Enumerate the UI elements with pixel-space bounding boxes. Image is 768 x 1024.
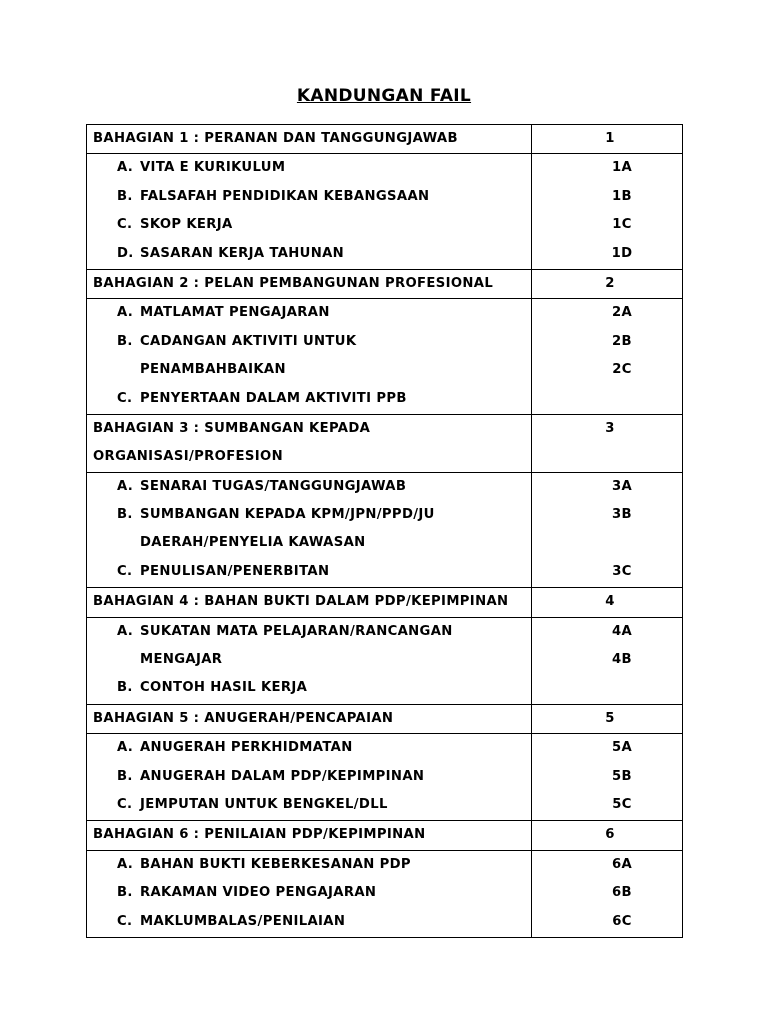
item-codes-cell [532,850,683,937]
item-letter: C. [117,563,133,579]
item-codes-cell [532,617,683,704]
item-code: 5A [611,740,633,756]
item-text: PENYERTAAN DALAM AKTIVITI PPB [140,390,407,406]
cell-padding [87,936,531,937]
section-code-cell [532,704,683,733]
list-item [87,791,531,819]
section-code: 1 [605,131,615,146]
item-code: 1D [611,245,633,261]
item-code: 5B [612,768,632,784]
list-item [87,299,531,327]
item-code [532,674,682,702]
section-code-cell [532,414,683,472]
item-letter: B. [117,768,133,784]
list-item [87,183,531,211]
item-letter: A. [117,478,134,494]
item-letter: A. [117,305,134,321]
section-code: 3 [605,420,615,436]
item-code: 4B [612,652,632,668]
section-items-cell [87,472,532,588]
item-text: SUMBANGAN KEPADA KPM/JPN/PPD/JU [140,507,435,523]
section-heading-cell [87,125,532,154]
item-letter: A. [117,623,134,639]
section-heading-row [87,704,683,733]
section-code-cell [532,269,683,298]
item-letter: A. [117,856,134,872]
item-letter: C. [117,913,133,929]
section-heading-text: BAHAGIAN 6 : PENILAIAN PDP/KEPIMPINAN [93,827,426,843]
list-item [87,879,531,907]
section-heading-row [87,588,683,617]
item-text: PENULISAN/PENERBITAN [140,563,330,579]
section-heading-row [87,269,683,298]
item-codes-cell [532,154,683,270]
item-letter: C. [117,390,133,406]
item-code: 3B [612,507,632,523]
item-letter: B. [117,507,133,523]
section-heading-text: BAHAGIAN 5 : ANUGERAH/PENCAPAIAN [93,710,394,726]
item-letter: B. [117,333,133,349]
list-item [87,154,531,182]
item-code: 3C [612,563,632,579]
list-item [87,674,531,702]
list-item [87,734,531,762]
section-items-cell [87,734,532,821]
item-letter: A. [117,160,134,176]
list-item [87,501,531,529]
section-code: 6 [605,827,615,843]
section-items-cell [87,154,532,270]
item-text: MATLAMAT PENGAJARAN [140,305,330,321]
section-items-row [87,472,683,588]
section-heading-text: BAHAGIAN 4 : BAHAN BUKTI DALAM PDP/KEPIMPINAN [93,594,509,610]
item-text: SENARAI TUGAS/TANGGUNGJAWAB [140,478,407,494]
section-code-cell [532,588,683,617]
section-heading-text: ORGANISASI/PROFESION [93,449,283,465]
section-heading-row [87,414,683,472]
item-code [532,385,682,413]
list-item [87,618,531,646]
item-text: CADANGAN AKTIVITI UNTUK [140,333,357,349]
section-items-row [87,734,683,821]
section-code: 2 [605,275,615,291]
section-items-row [87,617,683,704]
section-items-row [87,850,683,937]
section-code-cell [532,821,683,850]
contents-table [86,124,683,938]
list-item [87,473,531,501]
section-heading-cell [87,588,532,617]
item-code: 4A [611,623,633,639]
item-text: PENAMBAHBAIKAN [140,362,286,378]
item-code: 1A [611,160,633,176]
item-code: 5C [612,796,632,812]
item-text: SKOP KERJA [140,217,233,233]
section-items-cell [87,299,532,415]
item-text: FALSAFAH PENDIDIKAN KEBANGSAAN [140,188,430,204]
list-item [87,328,531,356]
section-heading-text: BAHAGIAN 2 : PELAN PEMBANGUNAN PROFESIONAL [93,275,494,291]
list-item [87,646,531,674]
section-heading-row [87,821,683,850]
item-letter: C. [117,217,133,233]
section-items-row [87,154,683,270]
item-text: MAKLUMBALAS/PENILAIAN [140,913,346,929]
item-text: CONTOH HASIL KERJA [140,680,308,696]
item-code: 6A [611,856,633,872]
list-item [87,763,531,791]
item-text: SASARAN KERJA TAHUNAN [140,245,345,261]
item-text: MENGAJAR [140,652,223,668]
contents-table-body [87,125,683,938]
item-codes-cell [532,472,683,588]
blank-code-line [532,443,682,471]
item-code: 6B [612,885,632,901]
item-text: SUKATAN MATA PELAJARAN/RANCANGAN [140,623,453,639]
item-letter: C. [117,796,133,812]
item-text: JEMPUTAN UNTUK BENGKEL/DLL [140,796,388,812]
section-heading-text: BAHAGIAN 3 : SUMBANGAN KEPADA [93,420,371,436]
item-text: DAERAH/PENYELIA KAWASAN [140,535,366,551]
section-heading-text: BAHAGIAN 1 : PERANAN DAN TANGGUNGJAWAB [93,131,458,146]
section-heading-cell [87,269,532,298]
item-letter: B. [117,188,133,204]
item-code: 3A [611,478,633,494]
item-text: RAKAMAN VIDEO PENGAJARAN [140,885,377,901]
item-letter: D. [117,245,134,261]
section-heading-cell [87,821,532,850]
list-item [87,529,531,557]
section-items-cell [87,617,532,704]
item-letter: B. [117,680,133,696]
item-letter: A. [117,740,134,756]
item-text: ANUGERAH PERKHIDMATAN [140,740,353,756]
item-code: 1B [612,188,632,204]
item-code: 2A [611,305,633,321]
list-item [87,908,531,936]
document-title: KANDUNGAN FAIL [296,86,472,106]
item-code: 6C [612,913,632,929]
item-codes-cell [532,299,683,415]
section-code: 5 [605,710,615,726]
item-code: 2C [612,362,632,378]
item-code: 1C [612,217,632,233]
item-code: 2B [612,333,632,349]
list-item [87,240,531,268]
section-items-cell [87,850,532,937]
list-item [87,851,531,879]
item-text: BAHAN BUKTI KEBERKESANAN PDP [140,856,411,872]
list-item [87,211,531,239]
item-text: ANUGERAH DALAM PDP/KEPIMPINAN [140,768,425,784]
item-codes-cell [532,734,683,821]
list-item [87,356,531,384]
section-items-row [87,299,683,415]
item-text: VITA E KURIKULUM [140,160,286,176]
section-code-cell [532,125,683,154]
list-item [87,385,531,413]
list-item [87,558,531,586]
section-heading-cell [87,414,532,472]
item-code [532,529,682,557]
section-code: 4 [605,594,615,610]
item-letter: B. [117,885,133,901]
section-heading-cell [87,704,532,733]
section-heading-row [87,125,683,154]
